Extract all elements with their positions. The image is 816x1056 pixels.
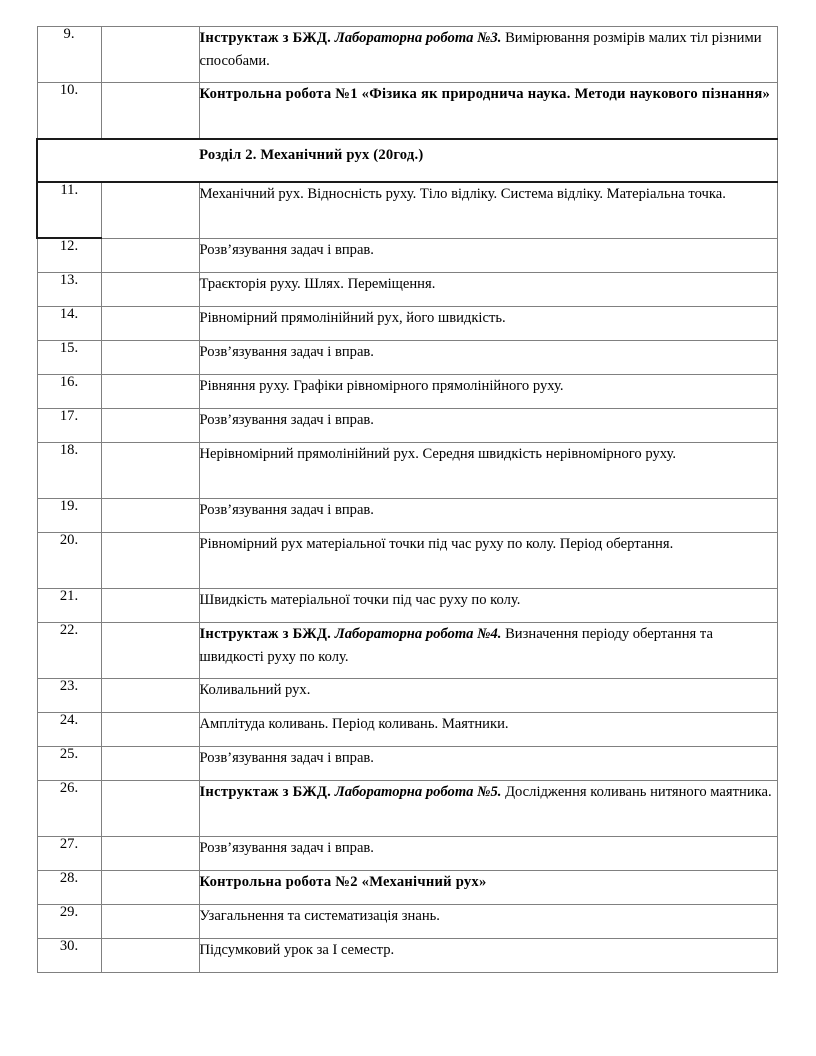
lesson-topic-cell bbox=[199, 83, 777, 139]
topic-text-run: Визначення періоду обертання та швидкості руху по колу. bbox=[199, 625, 713, 665]
lesson-number-cell: 10. bbox=[37, 83, 101, 139]
document-page bbox=[36, 26, 776, 973]
lesson-plan-table-body bbox=[37, 27, 777, 973]
lesson-topic-cell bbox=[199, 532, 777, 588]
topic-text-run: Механічний рух. Відносність руху. Тіло відліку. Система відліку. Матеріальна точка. bbox=[199, 186, 726, 202]
lesson-number-cell: 26. bbox=[37, 780, 101, 836]
topic-text-run: Розв’язування задач і вправ. bbox=[199, 343, 374, 360]
lesson-date-cell[interactable] bbox=[101, 306, 199, 340]
topic-text-run: Траєкторія руху. Шлях. Переміщення. bbox=[199, 275, 436, 292]
lesson-date-cell[interactable] bbox=[101, 622, 199, 678]
lesson-number-cell: 18. bbox=[37, 442, 101, 498]
lesson-topic-cell bbox=[199, 442, 777, 498]
table-row bbox=[37, 780, 777, 836]
topic-text-run: Нерівномірний прямолінійний рух. Середня швидкість нерівномірного руху. bbox=[199, 445, 676, 462]
lesson-number-cell: 17. bbox=[37, 408, 101, 442]
topic-text-run: Лабораторна робота №5. bbox=[334, 783, 502, 800]
topic-text-run: Амплітуда коливань. Період коливань. Маятники. bbox=[199, 715, 509, 732]
lesson-date-cell[interactable] bbox=[101, 374, 199, 408]
table-row bbox=[37, 938, 777, 972]
topic-text-run: Розв’язування задач і вправ. bbox=[199, 749, 374, 766]
lesson-date-cell[interactable] bbox=[101, 532, 199, 588]
table-row bbox=[37, 272, 777, 306]
lesson-date-cell[interactable] bbox=[101, 780, 199, 836]
table-row bbox=[37, 374, 777, 408]
topic-text-run: Рівняння руху. Графіки рівномірного прямолінійного руху. bbox=[199, 377, 564, 394]
lesson-date-cell[interactable] bbox=[101, 27, 199, 83]
lesson-number-cell: 12. bbox=[37, 238, 101, 272]
lesson-date-cell[interactable] bbox=[101, 238, 199, 272]
lesson-topic-cell bbox=[199, 746, 777, 780]
lesson-date-cell[interactable] bbox=[101, 182, 199, 238]
topic-text-run: Розв’язування задач і вправ. bbox=[199, 839, 374, 856]
topic-text-run: Вимірювання розмірів малих тіл різними способами. bbox=[199, 30, 762, 70]
lesson-number-cell: 9. bbox=[37, 27, 101, 83]
table-row bbox=[37, 622, 777, 678]
table-row bbox=[37, 442, 777, 498]
table-row bbox=[37, 408, 777, 442]
topic-text-run: Розв’язування задач і вправ. bbox=[199, 241, 374, 258]
section-header-row bbox=[37, 139, 777, 183]
lesson-number-cell: 16. bbox=[37, 374, 101, 408]
topic-text-run: Контрольна робота №2 «Механічний рух» bbox=[199, 873, 487, 890]
lesson-number-cell: 15. bbox=[37, 340, 101, 374]
lesson-date-cell[interactable] bbox=[101, 588, 199, 622]
table-row bbox=[37, 678, 777, 712]
lesson-number-cell: 30. bbox=[37, 938, 101, 972]
lesson-date-cell[interactable] bbox=[101, 678, 199, 712]
lesson-number-cell: 13. bbox=[37, 272, 101, 306]
lesson-topic-cell bbox=[199, 622, 777, 678]
lesson-date-cell[interactable] bbox=[101, 340, 199, 374]
table-row bbox=[37, 532, 777, 588]
topic-text-run: Контрольна робота №1 «Фізика як природнича наука. Методи наукового пізнання» bbox=[199, 86, 771, 102]
lesson-date-cell[interactable] bbox=[101, 442, 199, 498]
lesson-number-cell: 25. bbox=[37, 746, 101, 780]
table-row bbox=[37, 27, 777, 83]
lesson-date-cell[interactable] bbox=[101, 836, 199, 870]
lesson-date-cell[interactable] bbox=[101, 938, 199, 972]
section-header-label: Розділ 2. Механічний рух (20год.) bbox=[199, 146, 424, 163]
topic-text-run: Рівномірний прямолінійний рух, його швидкість. bbox=[199, 309, 506, 326]
table-row bbox=[37, 588, 777, 622]
topic-text-run: Узагальнення та систематизація знань. bbox=[199, 907, 440, 924]
topic-text-run: Інструктаж з БЖД. bbox=[199, 625, 332, 642]
lesson-number-cell: 21. bbox=[37, 588, 101, 622]
table-row bbox=[37, 83, 777, 139]
topic-text-run: Швидкість матеріальної точки під час руху по колу. bbox=[199, 591, 521, 608]
lesson-number-cell: 27. bbox=[37, 836, 101, 870]
lesson-number-cell: 22. bbox=[37, 622, 101, 678]
lesson-topic-cell bbox=[199, 306, 777, 340]
topic-text-run: Лабораторна робота №4. bbox=[334, 625, 502, 642]
lesson-date-cell[interactable] bbox=[101, 870, 199, 904]
lesson-topic-cell bbox=[199, 238, 777, 272]
lesson-topic-cell bbox=[199, 904, 777, 938]
lesson-topic-cell bbox=[199, 374, 777, 408]
topic-text-run: Інструктаж з БЖД. bbox=[199, 783, 332, 800]
lesson-date-cell[interactable] bbox=[101, 408, 199, 442]
lesson-number-cell: 24. bbox=[37, 712, 101, 746]
lesson-topic-cell bbox=[199, 588, 777, 622]
table-row bbox=[37, 498, 777, 532]
lesson-topic-cell bbox=[199, 182, 777, 238]
lesson-date-cell[interactable] bbox=[101, 272, 199, 306]
lesson-topic-cell bbox=[199, 340, 777, 374]
topic-text-run: Рівномірний рух матеріальної точки під час руху по колу. Період обертання. bbox=[199, 535, 674, 552]
topic-text-run: Коливальний рух. bbox=[199, 681, 311, 698]
table-row bbox=[37, 306, 777, 340]
lesson-date-cell[interactable] bbox=[101, 712, 199, 746]
table-row bbox=[37, 746, 777, 780]
lesson-date-cell[interactable] bbox=[101, 83, 199, 139]
lesson-number-cell: 20. bbox=[37, 532, 101, 588]
lesson-topic-cell bbox=[199, 836, 777, 870]
table-row bbox=[37, 870, 777, 904]
lesson-topic-cell bbox=[199, 408, 777, 442]
lesson-number-cell: 19. bbox=[37, 498, 101, 532]
lesson-number-cell: 28. bbox=[37, 870, 101, 904]
topic-text-run: Розв’язування задач і вправ. bbox=[199, 501, 374, 518]
lesson-date-cell[interactable] bbox=[101, 904, 199, 938]
lesson-topic-cell bbox=[199, 27, 777, 83]
lesson-date-cell[interactable] bbox=[101, 746, 199, 780]
table-row bbox=[37, 340, 777, 374]
table-row bbox=[37, 836, 777, 870]
lesson-date-cell[interactable] bbox=[101, 498, 199, 532]
lesson-topic-cell bbox=[199, 712, 777, 746]
lesson-topic-cell bbox=[199, 780, 777, 836]
lesson-topic-cell bbox=[199, 272, 777, 306]
table-row bbox=[37, 904, 777, 938]
lesson-topic-cell bbox=[199, 870, 777, 904]
lesson-topic-cell bbox=[199, 498, 777, 532]
topic-text-run: Інструктаж з БЖД. bbox=[199, 30, 332, 46]
lesson-number-cell: 23. bbox=[37, 678, 101, 712]
table-row bbox=[37, 238, 777, 272]
table-row bbox=[37, 182, 777, 238]
table-row bbox=[37, 712, 777, 746]
lesson-topic-cell bbox=[199, 938, 777, 972]
lesson-plan-table bbox=[36, 26, 778, 973]
lesson-number-cell: 11. bbox=[37, 182, 101, 238]
lesson-number-cell: 14. bbox=[37, 306, 101, 340]
topic-text-run: Дослідження коливань нитяного маятника. bbox=[501, 783, 772, 800]
topic-text-run: Лабораторна робота №3. bbox=[334, 30, 502, 46]
lesson-number-cell: 29. bbox=[37, 904, 101, 938]
topic-text-run: Розв’язування задач і вправ. bbox=[199, 411, 374, 428]
section-header-cell bbox=[37, 139, 777, 183]
topic-text-run: Підсумковий урок за I семестр. bbox=[199, 941, 395, 958]
lesson-topic-cell bbox=[199, 678, 777, 712]
